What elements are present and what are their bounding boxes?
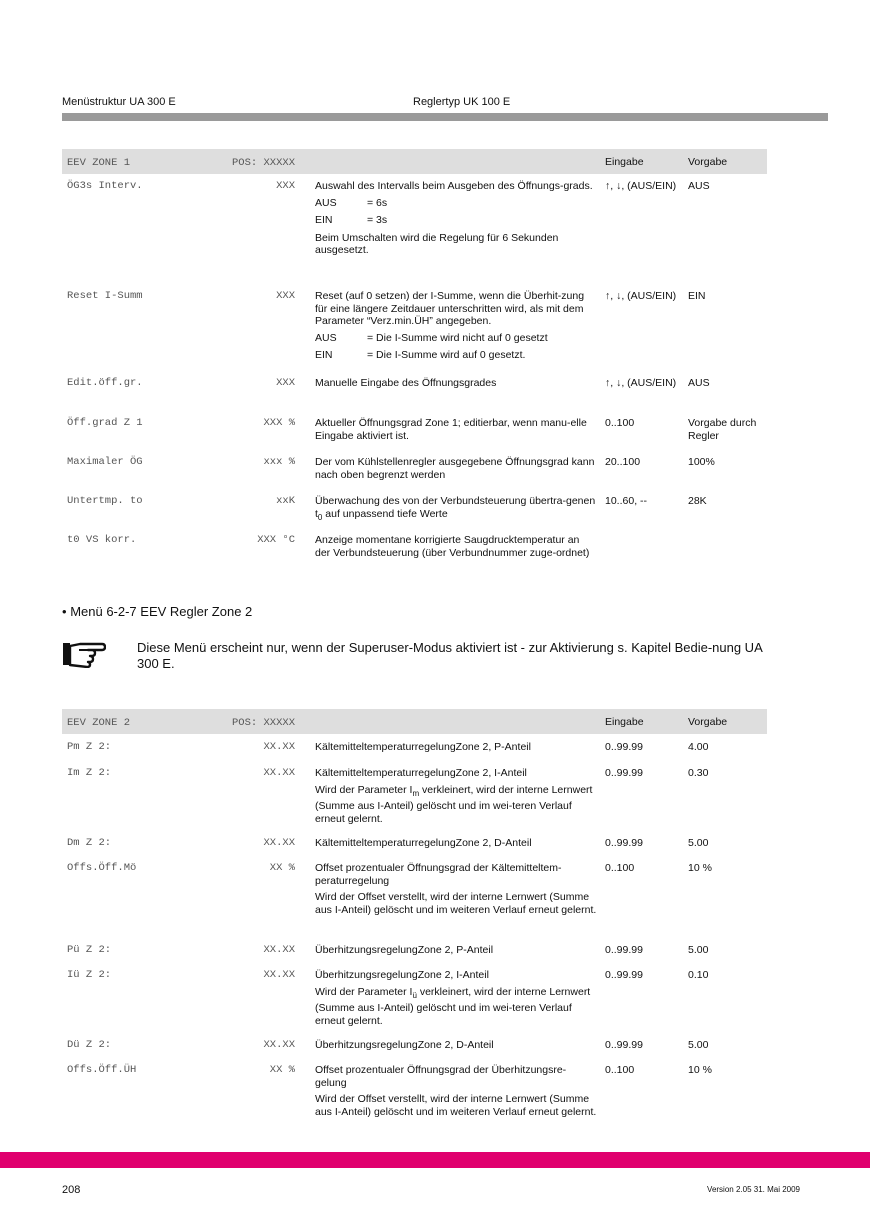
param-name: Im Z 2: — [67, 767, 112, 779]
param-description — [315, 180, 597, 261]
param-value: XXX — [276, 290, 295, 302]
param-value: xxx % — [263, 456, 295, 468]
param-description: ÜberhitzungsregelungZone 2, P-Anteil — [315, 944, 494, 956]
param-eingabe: 0..99.99 — [605, 1039, 643, 1051]
param-vorgabe: 0.10 — [688, 969, 709, 981]
param-value: XX.XX — [263, 1039, 295, 1051]
description-note: Wird der Offset verstellt, wird der interne Lernwert (Summe aus I-Anteil) gelöscht und im weiteren Verlauf erneut gelernt. — [315, 1093, 597, 1118]
param-vorgabe: AUS — [688, 180, 710, 192]
param-eingabe: 0..100 — [605, 862, 635, 874]
param-name: Maximaler ÖG — [67, 456, 143, 468]
param-eingabe: 20..100 — [605, 456, 641, 468]
option-line: EIN = Die I-Summe wird auf 0 gesetzt. — [315, 349, 526, 361]
param-eingabe: 0..100 — [605, 1064, 635, 1076]
param-value: XXX °C — [257, 534, 295, 546]
param-eingabe: ↑, ↓, (AUS/EIN) — [605, 377, 677, 389]
param-name: Reset I-Summ — [67, 290, 143, 302]
param-name: Iü Z 2: — [67, 969, 112, 981]
header-name: EEV ZONE 1 — [67, 157, 131, 169]
param-description: Überwachung des von der Verbundsteuerung übertra-genen $t_0$ auf unpassend tiefe Werte — [315, 495, 596, 522]
description-note: Beim Umschalten wird die Regelung für 6 Sekunden ausgesetzt. — [315, 231, 559, 256]
param-eingabe: 0..100 — [605, 417, 635, 429]
section-heading: • Menü 6-2-7 EEV Regler Zone 2 — [62, 604, 253, 619]
param-name: Dm Z 2: — [67, 837, 112, 849]
param-name: t0 VS korr. — [67, 534, 137, 546]
header-eingabe: Eingabe — [605, 716, 644, 728]
param-vorgabe: 5.00 — [688, 837, 709, 849]
description-text: KältemitteltemperaturregelungZone 2, I-Anteil — [315, 767, 527, 779]
param-description — [315, 862, 597, 920]
param-eingabe: ↑, ↓, (AUS/EIN) — [605, 180, 677, 192]
option-line: AUS = 6s — [315, 196, 388, 209]
param-value: XX.XX — [263, 837, 295, 849]
option-line: AUS = Die I-Summe wird nicht auf 0 gesetzt — [315, 331, 548, 344]
param-eingabe: 0..99.99 — [605, 837, 643, 849]
pointing-hand-icon — [62, 640, 106, 668]
param-value: xxK — [276, 495, 295, 507]
description-note: Wird der Parameter $I_m$ verkleinert, wird der interne Lernwert (Summe aus I-Anteil) gelöscht und im wei-teren Verlauf erneut gelernt. — [315, 783, 593, 825]
param-description — [315, 767, 597, 829]
param-description — [315, 1064, 597, 1122]
param-name: ÖG3s Interv. — [67, 180, 143, 192]
table-eev-zone-1 — [62, 149, 767, 559]
description-note: Wird der Offset verstellt, wird der interne Lernwert (Summe aus I-Anteil) gelöscht und im weiteren Verlauf erneut gelernt. — [315, 891, 597, 916]
param-vorgabe: 28K — [688, 495, 707, 507]
param-vorgabe: AUS — [688, 377, 710, 389]
param-description — [315, 969, 597, 1031]
param-eingabe: 10..60, -- — [605, 495, 648, 507]
param-vorgabe: Vorgabe durch Regler — [688, 417, 757, 442]
param-eingabe: 0..99.99 — [605, 969, 643, 981]
footer-accent-bar — [0, 1152, 870, 1168]
header-left: Menüstruktur UA 300 E — [62, 96, 176, 108]
description-text: Auswahl des Intervalls beim Ausgeben des Öffnungs-grads. — [315, 180, 593, 192]
header-pos: POS: XXXXX — [231, 157, 295, 169]
param-vorgabe: 100% — [688, 456, 715, 468]
param-description: ÜberhitzungsregelungZone 2, D-Anteil — [315, 1039, 494, 1051]
param-name: Pü Z 2: — [67, 944, 112, 956]
superuser-note: Diese Menü erscheint nur, wenn der Superuser-Modus aktiviert ist - zur Aktivierung s. Kapitel Bedie-nung UA 300 E. — [137, 640, 763, 671]
header-pos: POS: XXXXX — [231, 717, 295, 729]
param-eingabe: ↑, ↓, (AUS/EIN) — [605, 290, 677, 302]
param-description: Anzeige momentane korrigierte Saugdrucktemperatur an der Verbundsteuerung (über Verbundnummer zuge-ordnet) — [315, 534, 590, 559]
param-name: Pm Z 2: — [67, 741, 112, 753]
param-value: XX % — [269, 1064, 295, 1076]
header-vorgabe: Vorgabe — [688, 716, 728, 728]
param-description: KältemitteltemperaturregelungZone 2, P-Anteil — [315, 741, 531, 753]
param-eingabe: 0..99.99 — [605, 944, 643, 956]
header-divider — [62, 113, 828, 121]
param-value: XXX — [276, 180, 295, 192]
description-text: Offset prozentualer Öffnungsgrad der Kältemitteltem-peraturregelung — [315, 862, 562, 887]
version-info: Version 2.05 31. Mai 2009 — [707, 1185, 800, 1194]
page-number: 208 — [62, 1184, 81, 1196]
param-name: Öff.grad Z 1 — [67, 417, 143, 429]
param-vorgabe: 10 % — [688, 1064, 712, 1076]
param-description: Der vom Kühlstellenregler ausgegebene Öffnungsgrad kann nach oben begrenzt werden — [315, 456, 595, 481]
param-name: Dü Z 2: — [67, 1039, 112, 1051]
header-vorgabe: Vorgabe — [688, 156, 728, 168]
option-line: EIN = 3s — [315, 214, 388, 226]
header-eingabe: Eingabe — [605, 156, 644, 168]
header-center: Reglertyp UK 100 E — [413, 96, 511, 108]
param-name: Untertmp. to — [67, 495, 143, 507]
table-header — [62, 149, 767, 174]
param-value: XXX % — [263, 417, 295, 429]
param-description — [315, 290, 597, 367]
param-vorgabe: 0.30 — [688, 767, 709, 779]
param-value: XX.XX — [263, 944, 295, 956]
param-value: XX.XX — [263, 767, 295, 779]
table-eev-zone-2 — [62, 709, 767, 1118]
param-vorgabe: 10 % — [688, 862, 712, 874]
param-value: XXX — [276, 377, 295, 389]
description-text: Offset prozentualer Öffnungsgrad der Überhitzungsre-gelung — [315, 1064, 567, 1089]
param-description: Aktueller Öffnungsgrad Zone 1; editierbar, wenn manu-elle Eingabe aktiviert ist. — [315, 417, 587, 442]
param-description: KältemitteltemperaturregelungZone 2, D-Anteil — [315, 837, 532, 849]
description-text: Reset (auf 0 setzen) der I-Summe, wenn die Überhit-zung für eine längere Zeitdauer unterschritten wird, als mit dem Parameter “Verz.min.ÜH” angegeben. — [315, 290, 585, 327]
param-value: XX.XX — [263, 741, 295, 753]
param-value: XX.XX — [263, 969, 295, 981]
param-value: XX % — [269, 862, 295, 874]
param-name: Offs.Öff.ÜH — [67, 1064, 137, 1076]
param-vorgabe: 5.00 — [688, 1039, 709, 1051]
param-name: Edit.öff.gr. — [67, 377, 143, 389]
param-eingabe: 0..99.99 — [605, 767, 643, 779]
param-vorgabe: 4.00 — [688, 741, 709, 753]
param-description: Manuelle Eingabe des Öffnungsgrades — [315, 377, 497, 389]
param-vorgabe: EIN — [688, 290, 706, 302]
header-name: EEV ZONE 2 — [67, 717, 131, 729]
param-vorgabe: 5.00 — [688, 944, 709, 956]
table-header — [62, 709, 767, 734]
param-eingabe: 0..99.99 — [605, 741, 643, 753]
description-text: ÜberhitzungsregelungZone 2, I-Anteil — [315, 969, 489, 981]
param-name: Offs.Öff.Mö — [67, 862, 137, 874]
description-note: Wird der Parameter $I_ü$ verkleinert, wird der interne Lernwert (Summe aus I-Anteil) gelöscht und im wei-teren Verlauf erneut gelernt. — [315, 985, 591, 1027]
